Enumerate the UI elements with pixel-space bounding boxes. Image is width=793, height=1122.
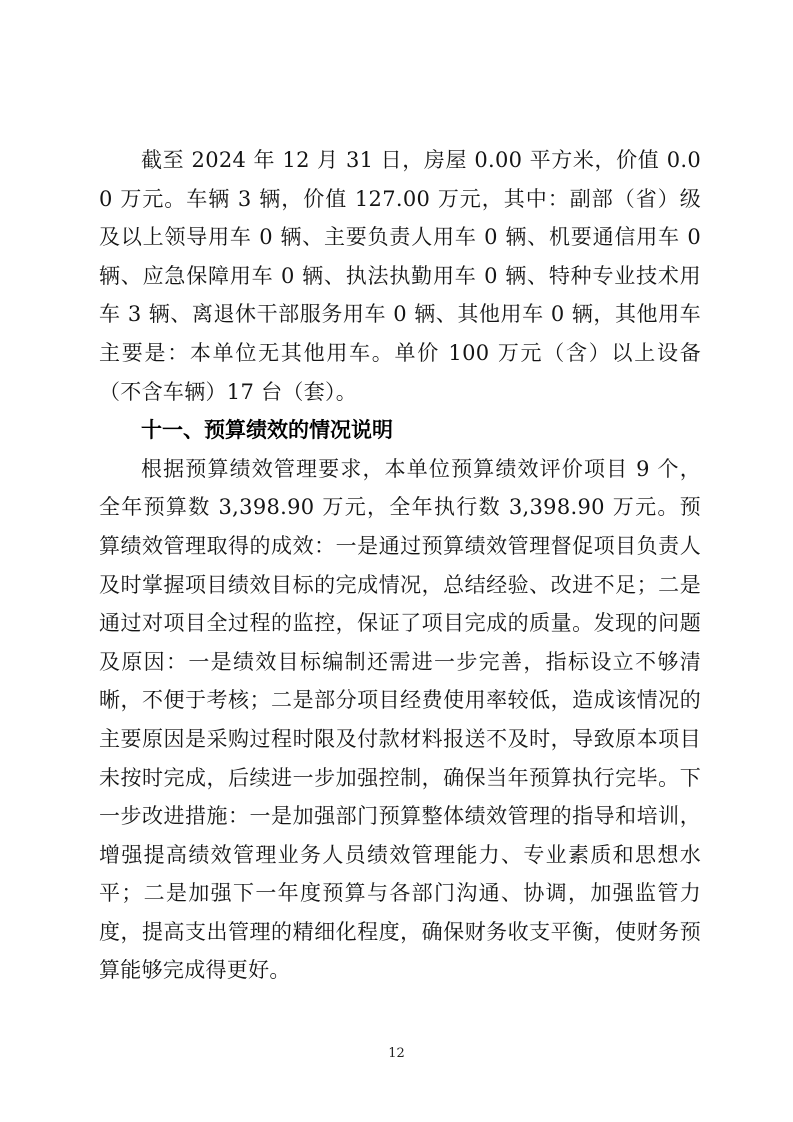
assets-paragraph: 截至 2024 年 12 月 31 日，房屋 0.00 平方米，价值 0.00 万元。车辆 3 辆，价值 127.00 万元，其中：副部（省）级及以上领导用车 0 辆、主要负责人用车 0 辆、机要通信用车 0 辆、应急保障用车 0 辆、执法执勤用车 0 辆、特种专业技术用车 3 辆、离退休干部服务用车 0 辆、其他用车 0 辆，其他用车主要是：本单位无其他用车。单价 100 万元（含）以上设备（不含车辆）17 台（套）。 <box>99 148 701 404</box>
section-heading-budget-performance: 十一、预算绩效的情况说明 <box>141 418 393 443</box>
document-body <box>99 141 701 990</box>
page-number: 12 <box>388 1046 405 1061</box>
budget-performance-paragraph: 根据预算绩效管理要求，本单位预算绩效评价项目 9 个，全年预算数 3,398.90 万元，全年执行数 3,398.90 万元。预算绩效管理取得的成效：一是通过预算绩效管理督促项目负责人及时掌握项目绩效目标的完成情况，总结经验、改进不足；二是通过对项目全过程的监控，保证了项目完成的质量。发现的问题及原因：一是绩效目标编制还需进一步完善，指标设立不够清晰，不便于考核；二是部分项目经费使用率较低，造成该情况的主要原因是采购过程时限及付款材料报送不及时，导致原本项目未按时完成，后续进一步加强控制，确保当年预算执行完毕。下一步改进措施：一是加强部门预算整体绩效管理的指导和培训，增强提高绩效管理业务人员绩效管理能力、专业素质和思想水平；二是加强下一年度预算与各部门沟通、协调，加强监管力度，提高支出管理的精细化程度，确保财务收支平衡，使财务预算能够完成得更好。 <box>99 456 701 983</box>
